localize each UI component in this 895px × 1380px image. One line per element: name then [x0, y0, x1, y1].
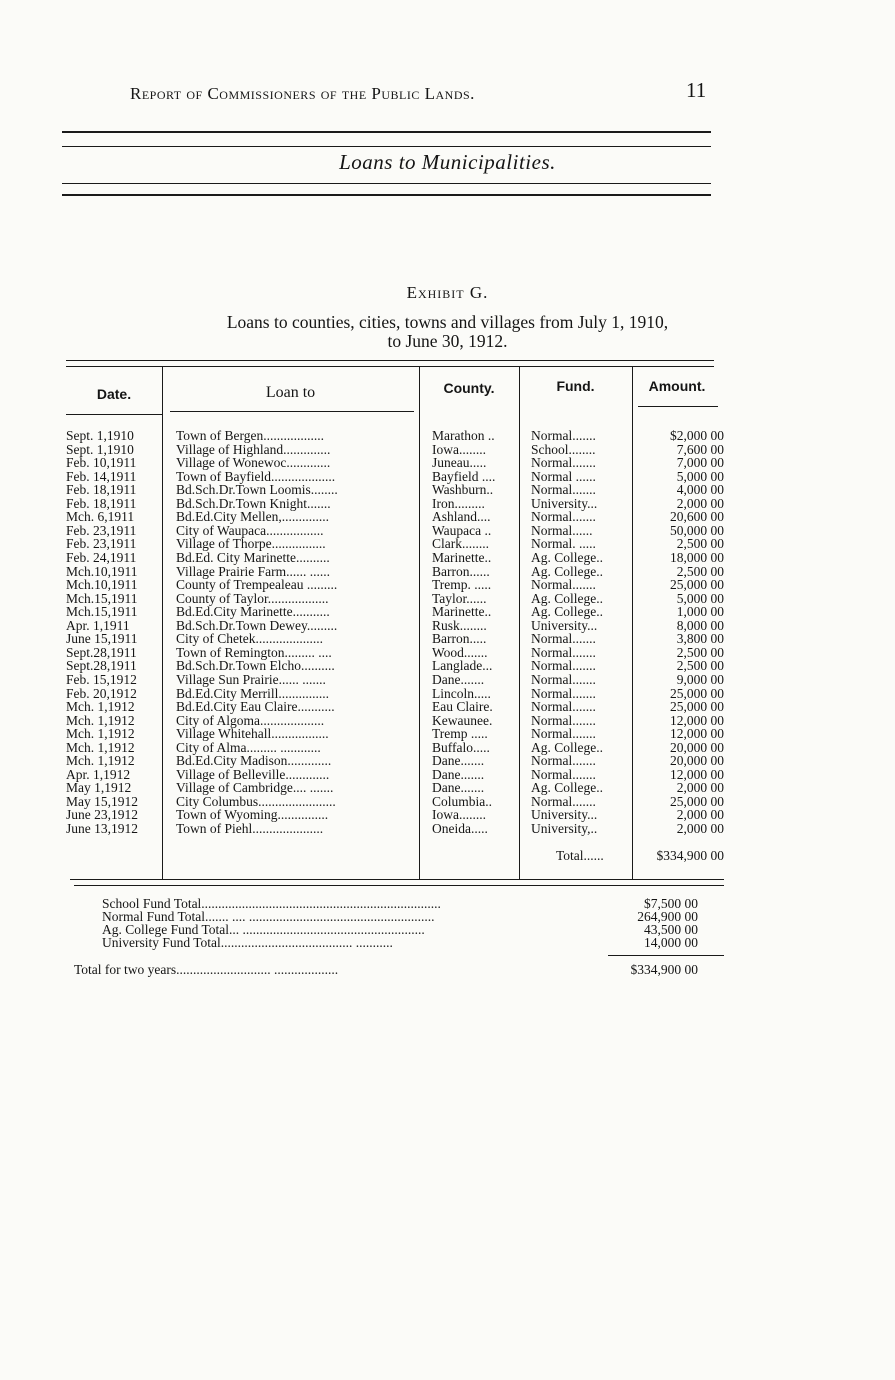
page-number: 11	[686, 78, 707, 102]
row-fund: Normal.......	[531, 455, 596, 471]
header-underline	[638, 406, 718, 407]
table-row	[0, 822, 895, 836]
row-loan-to: Town of Bayfield...................	[176, 468, 336, 484]
summary-row	[0, 936, 895, 950]
row-county: Washburn..	[432, 482, 494, 498]
header-county: County.	[443, 380, 495, 396]
header-underline	[170, 411, 414, 412]
row-loan-to: Village of Highland..............	[176, 441, 331, 457]
row-county: Buffalo.....	[432, 739, 490, 755]
exhibit-caption-line2: to June 30, 1912.	[387, 331, 508, 351]
row-county: Dane.......	[432, 766, 485, 782]
row-date: Sept.28,1911	[66, 644, 137, 660]
row-fund: Normal.......	[531, 482, 596, 498]
row-county: Iowa........	[432, 807, 486, 823]
row-amount: 20,000 00	[670, 739, 724, 755]
row-date: Mch.15,1911	[66, 604, 138, 620]
row-amount: 5,000 00	[676, 468, 724, 484]
total-amount: $334,900 00	[656, 848, 724, 863]
row-fund: Normal.......	[531, 509, 596, 525]
row-amount: 50,000 00	[670, 522, 724, 538]
row-county: Iowa........	[432, 441, 486, 457]
section-rule	[62, 194, 711, 196]
row-loan-to: Bd.Ed.City Eau Claire...........	[176, 699, 335, 714]
summary-label: University Fund Total....................................... ...........	[102, 935, 393, 950]
row-date: Feb. 14,1911	[66, 468, 137, 484]
row-county: Barron......	[432, 563, 490, 579]
row-county: Dane.......	[432, 780, 485, 796]
header-underline	[66, 414, 162, 415]
row-date: Apr. 1,1912	[66, 766, 131, 782]
row-fund: Ag. College..	[531, 604, 603, 620]
row-loan-to: Village of Cambridge.... .......	[176, 780, 334, 796]
row-loan-to: Town of Bergen..................	[176, 428, 325, 443]
row-fund: Normal......	[531, 522, 593, 538]
table-total-row	[0, 849, 895, 863]
row-fund: Ag. College..	[531, 780, 603, 796]
row-county: Bayfield ....	[432, 468, 496, 484]
table-row	[0, 456, 895, 470]
row-amount: 2,500 00	[676, 563, 724, 579]
summary-value: 264,900 00	[637, 909, 698, 924]
row-loan-to: Village of Belleville.............	[176, 766, 330, 782]
row-loan-to: Bd.Ed.City Madison.............	[176, 753, 332, 769]
row-amount: 2,000 00	[676, 495, 724, 511]
row-date: Feb. 24,1911	[66, 550, 137, 565]
row-date: June 13,1912	[66, 821, 138, 836]
row-loan-to: Village Sun Prairie...... .......	[176, 671, 326, 687]
row-loan-to: Village Prairie Farm...... ......	[176, 563, 331, 579]
table-top-rule	[66, 360, 714, 361]
row-loan-to: Bd.Ed. City Marinette..........	[176, 550, 330, 565]
header-date: Date.	[96, 386, 132, 402]
row-amount: 12,000 00	[670, 726, 724, 742]
row-county: Tremp .....	[432, 726, 488, 742]
row-date: Sept. 1,1910	[66, 428, 134, 443]
running-head: Report of Commissioners of the Public Lands.	[130, 84, 475, 103]
summary-value: $7,500 00	[644, 896, 698, 911]
row-amount: 18,000 00	[670, 550, 724, 565]
row-date: May 1,1912	[66, 780, 132, 796]
table-row	[0, 605, 895, 619]
row-fund: Normal.......	[531, 766, 596, 782]
row-county: Eau Claire.	[432, 699, 493, 714]
table-bottom-rule-2	[74, 885, 724, 886]
row-date: Feb. 23,1911	[66, 522, 137, 538]
row-date: Feb. 20,1912	[66, 685, 137, 701]
row-amount: 12,000 00	[670, 712, 724, 728]
row-date: Feb. 10,1911	[66, 455, 137, 471]
row-date: Mch. 1,1912	[66, 739, 135, 755]
summary-label: School Fund Total.......................................................................	[102, 896, 441, 911]
row-amount: 7,600 00	[676, 441, 724, 457]
row-date: Mch. 6,1911	[66, 509, 135, 525]
row-county: Marinette..	[432, 550, 492, 565]
row-fund: Normal.......	[531, 644, 596, 660]
row-date: Mch.15,1911	[66, 590, 138, 606]
table-row	[0, 673, 895, 687]
row-county: Clark........	[432, 536, 489, 552]
row-loan-to: Village of Wonewoc.............	[176, 455, 331, 471]
row-fund: Ag. College..	[531, 739, 603, 755]
row-amount: 2,500 00	[676, 658, 724, 674]
row-date: Mch. 1,1912	[66, 699, 135, 714]
row-county: Dane.......	[432, 671, 485, 687]
row-date: May 15,1912	[66, 793, 138, 809]
top-rule	[62, 131, 711, 133]
section-rule-thin	[62, 183, 711, 184]
row-loan-to: City of Algoma...................	[176, 712, 325, 728]
row-fund: Normal.......	[531, 793, 596, 809]
row-date: June 23,1912	[66, 807, 138, 823]
summary-label: Ag. College Fund Total... ......................................................	[102, 922, 425, 937]
row-county: Columbia..	[432, 793, 492, 809]
row-loan-to: City of Waupaca.................	[176, 522, 324, 538]
row-fund: Normal.......	[531, 428, 596, 443]
row-date: Feb. 18,1911	[66, 495, 137, 511]
row-date: Mch. 1,1912	[66, 726, 135, 742]
exhibit-title: Exhibit G.	[406, 283, 489, 302]
row-date: Mch.10,1911	[66, 563, 138, 579]
row-amount: 20,600 00	[670, 509, 724, 525]
total-label: Total......	[556, 848, 604, 863]
row-fund: Normal.......	[531, 726, 596, 742]
summary-value: 14,000 00	[644, 935, 698, 950]
row-fund: Ag. College..	[531, 563, 603, 579]
table-row	[0, 429, 895, 443]
section-title: Loans to Municipalities.	[339, 150, 556, 174]
row-county: Barron.....	[432, 631, 487, 647]
row-amount: 25,000 00	[670, 685, 724, 701]
row-loan-to: City Columbus.......................	[176, 793, 336, 809]
row-fund: Ag. College..	[531, 550, 603, 565]
header-fund: Fund.	[556, 378, 595, 394]
row-date: June 15,1911	[66, 631, 138, 647]
row-county: Tremp. .....	[432, 577, 492, 592]
row-amount: 5,000 00	[676, 590, 724, 606]
row-loan-to: Bd.Sch.Dr.Town Knight.......	[176, 495, 331, 511]
row-amount: 9,000 00	[676, 671, 724, 687]
row-amount: 3,800 00	[676, 631, 724, 647]
row-fund: Normal.......	[531, 577, 596, 592]
row-amount: 20,000 00	[670, 753, 724, 769]
row-county: Juneau.....	[432, 455, 487, 471]
header-loan-to: Loan to	[265, 384, 316, 401]
row-loan-to: Bd.Ed.City Marinette...........	[176, 604, 330, 620]
row-amount: 4,000 00	[676, 482, 724, 498]
row-loan-to: County of Taylor..................	[176, 590, 329, 606]
row-loan-to: Town of Wyoming...............	[176, 807, 329, 823]
row-loan-to: County of Trempealeau .........	[176, 577, 338, 592]
row-amount: 25,000 00	[670, 699, 724, 714]
row-loan-to: Town of Remington......... ....	[176, 644, 332, 660]
row-date: Sept. 1,1910	[66, 441, 134, 457]
grand-total-value: $334,900 00	[630, 962, 698, 977]
row-county: Lincoln.....	[432, 685, 491, 701]
row-fund: Normal.......	[531, 671, 596, 687]
table-top-rule-2	[66, 366, 714, 367]
row-county: Waupaca ..	[432, 522, 492, 538]
top-rule-thin	[62, 146, 711, 147]
grand-total-row	[0, 963, 895, 977]
row-amount: 12,000 00	[670, 766, 724, 782]
row-fund: Normal.......	[531, 685, 596, 701]
row-loan-to: Bd.Ed.City Merrill...............	[176, 685, 329, 701]
exhibit-caption-line1: Loans to counties, cities, towns and villages from July 1, 1910,	[226, 312, 669, 332]
row-loan-to: Bd.Ed.City Mellen,..............	[176, 509, 329, 525]
header-amount: Amount.	[648, 378, 706, 394]
row-loan-to: Village Whitehall.................	[176, 726, 329, 742]
row-fund: Normal.......	[531, 631, 596, 647]
table-row	[0, 727, 895, 741]
table-bottom-rule	[70, 879, 724, 880]
row-county: Kewaunee.	[432, 712, 493, 728]
summary-rule	[608, 955, 724, 956]
table-row	[0, 700, 895, 714]
row-county: Marinette..	[432, 604, 492, 620]
row-date: Feb. 15,1912	[66, 671, 137, 687]
row-date: Feb. 18,1911	[66, 482, 137, 498]
row-amount: 25,000 00	[670, 793, 724, 809]
row-county: Rusk........	[432, 617, 487, 633]
row-fund: Normal. .....	[531, 536, 596, 552]
row-fund: Ag. College..	[531, 590, 603, 606]
row-date: Apr. 1,1911	[66, 617, 130, 633]
row-county: Dane.......	[432, 753, 485, 769]
row-fund: University...	[531, 495, 598, 511]
row-date: Sept.28,1911	[66, 658, 137, 674]
summary-label: Normal Fund Total....... .... .......................................................	[102, 909, 435, 924]
row-county: Ashland....	[432, 509, 491, 525]
row-amount: 8,000 00	[676, 617, 724, 633]
row-loan-to: Village of Thorpe................	[176, 536, 326, 552]
row-amount: 2,000 00	[676, 821, 724, 836]
row-date: Mch. 1,1912	[66, 753, 135, 769]
row-county: Wood.......	[432, 644, 488, 660]
row-amount: 2,500 00	[676, 644, 724, 660]
table-row	[0, 578, 895, 592]
row-county: Iron.........	[432, 495, 485, 511]
row-amount: 2,000 00	[676, 780, 724, 796]
row-date: Feb. 23,1911	[66, 536, 137, 552]
row-fund: Normal.......	[531, 712, 596, 728]
row-loan-to: Bd.Sch.Dr.Town Loomis........	[176, 482, 338, 498]
row-amount: 25,000 00	[670, 577, 724, 592]
row-county: Marathon ..	[432, 428, 495, 443]
row-fund: University,..	[531, 821, 598, 836]
row-county: Langlade...	[432, 658, 493, 674]
row-amount: 2,500 00	[676, 536, 724, 552]
row-fund: University...	[531, 617, 598, 633]
row-loan-to: City of Alma......... ............	[176, 739, 321, 755]
grand-total-label: Total for two years............................ ...................	[74, 962, 339, 977]
row-date: Mch. 1,1912	[66, 712, 135, 728]
row-amount: 2,000 00	[676, 807, 724, 823]
row-loan-to: Bd.Sch.Dr.Town Elcho..........	[176, 658, 335, 674]
row-fund: Normal.......	[531, 699, 596, 714]
row-fund: Normal.......	[531, 658, 596, 674]
row-loan-to: Town of Piehl.....................	[176, 821, 324, 836]
table-row	[0, 551, 895, 565]
row-loan-to: Bd.Sch.Dr.Town Dewey.........	[176, 617, 338, 633]
summary-value: 43,500 00	[644, 922, 698, 937]
row-amount: 1,000 00	[676, 604, 724, 620]
row-county: Taylor......	[432, 590, 487, 606]
row-fund: School........	[531, 441, 596, 457]
row-amount: $2,000 00	[670, 428, 724, 443]
row-amount: 7,000 00	[676, 455, 724, 471]
row-fund: University...	[531, 807, 598, 823]
row-loan-to: City of Chetek....................	[176, 631, 323, 647]
row-county: Oneida.....	[432, 821, 488, 836]
row-date: Mch.10,1911	[66, 577, 138, 592]
row-fund: Normal ......	[531, 468, 596, 484]
row-fund: Normal.......	[531, 753, 596, 769]
